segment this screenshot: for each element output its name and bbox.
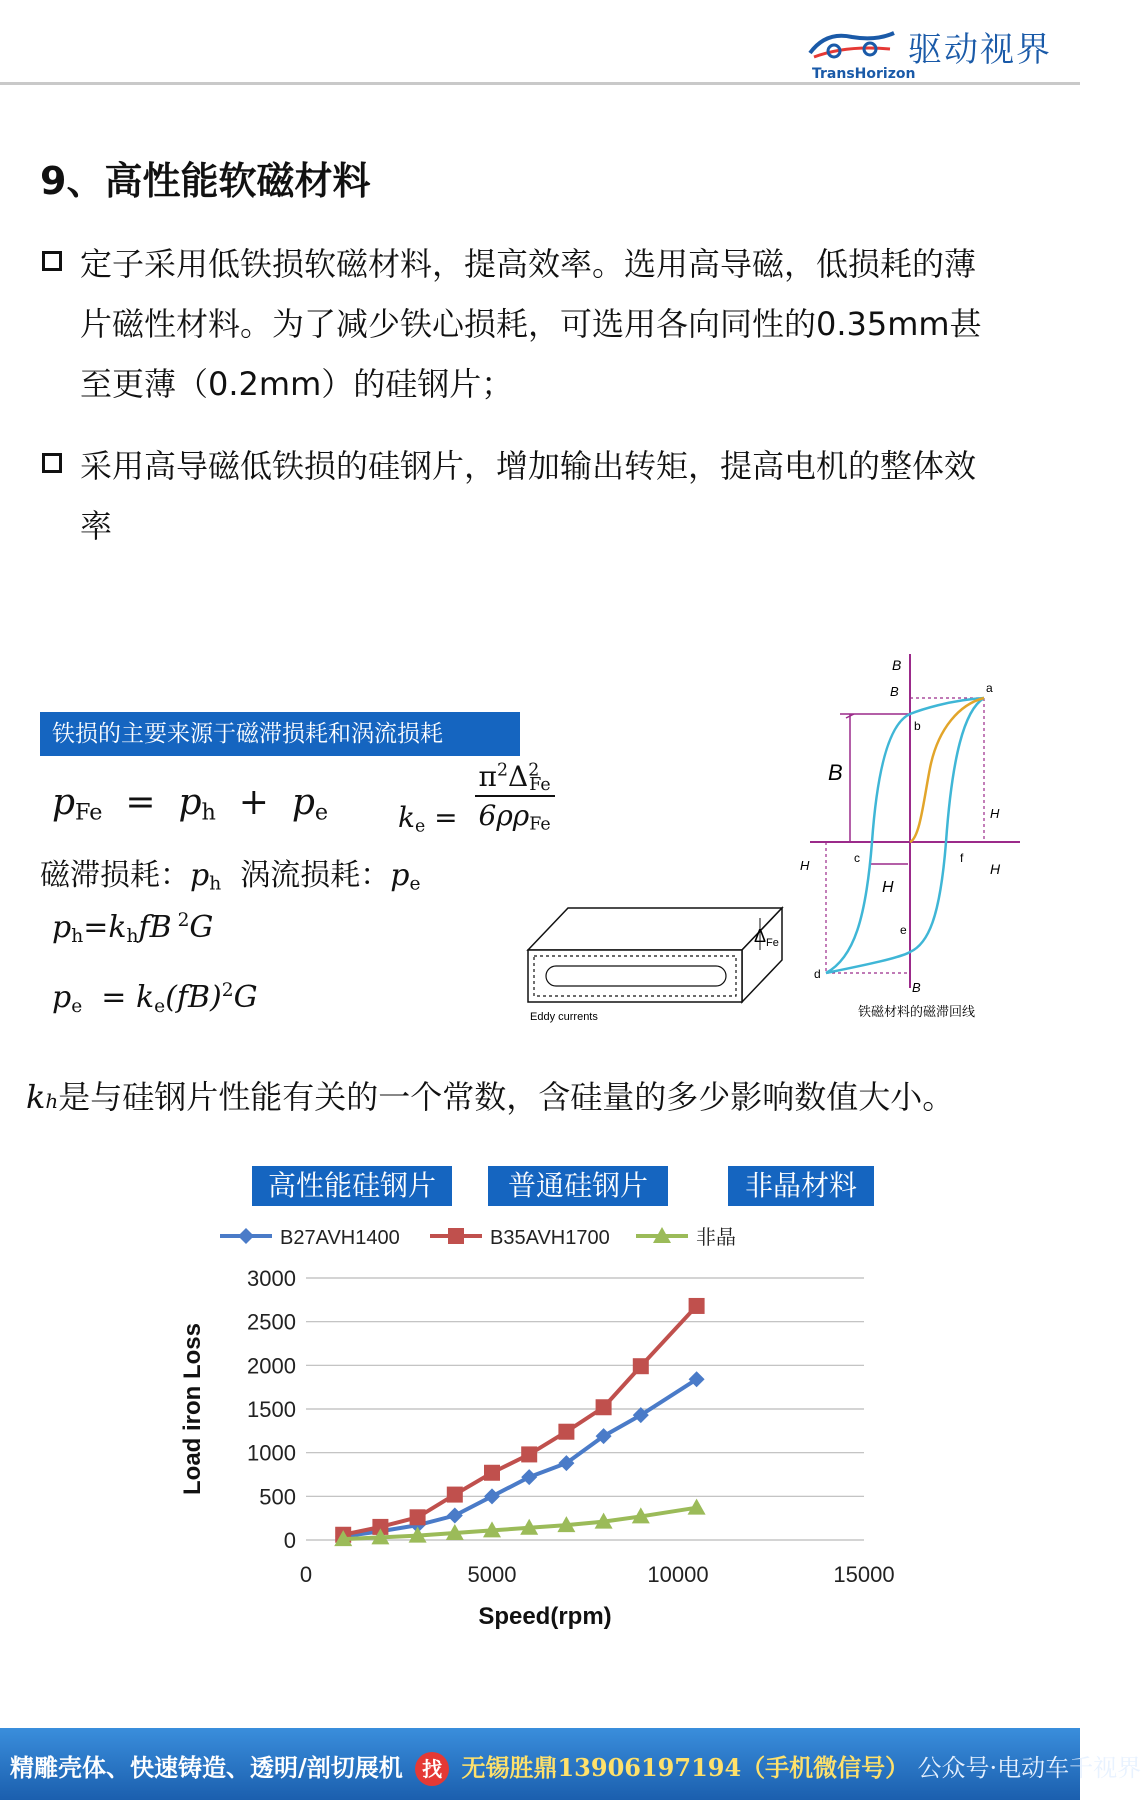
page-title: 9、高性能软磁材料 <box>40 159 371 203</box>
y-tick-label: 1500 <box>247 1397 296 1422</box>
data-point <box>521 1446 537 1462</box>
iron-loss-banner: 铁损的主要来源于磁滞损耗和涡流损耗 <box>40 712 520 756</box>
bullet-line: 片磁性材料。为了减少铁心损耗，可选用各向同性的0.35mm甚 <box>80 305 982 343</box>
point-e-label: e <box>900 923 907 937</box>
bullet-line: 至更薄（0.2mm）的硅钢片； <box>80 365 514 403</box>
data-point <box>447 1487 463 1503</box>
hysteresis-formula: $p_h=k_hfB$ $^2$G <box>52 910 214 947</box>
car-swirl-icon <box>806 27 898 67</box>
data-point <box>410 1509 426 1525</box>
legend-label: 非晶 <box>696 1227 736 1249</box>
square-bullet-icon <box>42 453 62 473</box>
x-tick-label: 15000 <box>833 1562 895 1587</box>
y-tick-label: 2000 <box>247 1353 296 1379</box>
logo-subtitle: TransHorizon <box>812 66 916 82</box>
neg-hm-label: H <box>800 858 810 873</box>
axis-b-label: B <box>892 657 902 673</box>
kh-text: 是与硅钢片性能有关的一个常数，含硅量的多少影响数值大小。 <box>58 1078 955 1116</box>
point-a-label: a <box>986 681 993 695</box>
y-axis-label: Load iron Loss <box>179 1322 206 1496</box>
logo-wordmark: 驱动视界 <box>908 30 1052 70</box>
data-point <box>596 1399 612 1415</box>
hysteresis-loop-diagram <box>800 648 1030 1028</box>
point-b-label: b <box>914 719 921 733</box>
data-point <box>484 1465 500 1481</box>
axis-h-label: H <box>990 861 1001 877</box>
thickness-label: $\Delta_{Fe}$ <box>754 926 779 949</box>
hysteresis-loss-label: 磁滞损耗： <box>40 858 190 893</box>
point-c-label: c <box>854 851 860 865</box>
x-tick-label: 10000 <box>647 1562 709 1587</box>
data-point <box>558 1424 574 1440</box>
footer-contact: 无锡胜鼎13906197194（手机微信号） <box>461 1753 910 1782</box>
y-tick-label: 500 <box>259 1484 296 1510</box>
kh-symbol: k <box>26 1078 46 1116</box>
eddy-formula: $p_e = k_e(fB)^2G$ <box>52 980 258 1017</box>
legend-label: B27AVH1400 <box>280 1227 400 1249</box>
legend-marker <box>448 1228 464 1244</box>
br-label: B <box>828 760 843 785</box>
hysteresis-caption: 铁磁材料的磁滞回线 <box>858 1004 976 1019</box>
hm-label: H <box>990 806 1000 821</box>
bullet-item <box>42 436 1042 556</box>
hc-label: H <box>882 879 894 896</box>
kh-description <box>26 1072 954 1118</box>
chart-header-amorphous: 非晶材料 <box>728 1166 874 1206</box>
footer-watermark: 公众号·电动车千视界 <box>917 1754 1141 1782</box>
y-tick-label: 1000 <box>247 1440 296 1466</box>
point-f-label: f <box>960 851 964 865</box>
footer-services: 精雕壳体、快速铸造、透明/剖切展机 <box>10 1753 403 1782</box>
bullet-line: 率 <box>80 507 113 545</box>
y-tick-label: 0 <box>283 1528 296 1553</box>
point-d-label: d <box>814 967 821 981</box>
legend-label: B35AVH1700 <box>490 1227 610 1249</box>
legend-marker <box>238 1228 254 1244</box>
bullet-line: 采用高导磁低铁损的硅钢片，增加输出转矩，提高电机的整体效 <box>80 447 977 485</box>
loss-type-labels: 磁滞损耗：$p_h$ 涡流损耗：$p_e$ <box>40 858 421 895</box>
eddy-loss-label: 涡流损耗： <box>240 858 391 893</box>
data-point <box>689 1298 705 1314</box>
data-point <box>633 1358 649 1374</box>
x-axis-label: Speed(rpm) <box>478 1603 612 1630</box>
square-bullet-icon <box>42 251 62 271</box>
neg-bm-label: B <box>912 980 921 995</box>
y-tick-label: 3000 <box>247 1266 296 1291</box>
eddy-coefficient-formula: $k_e$ = $\pi^2\Delta^2_{Fe}$ $6\rho\rho_{Fe}$ <box>398 760 555 835</box>
header-divider <box>0 82 1080 85</box>
find-badge: 找 <box>415 1752 449 1786</box>
x-tick-label: 0 <box>299 1562 313 1587</box>
lamination-diagram <box>520 900 790 1030</box>
iron-loss-formula: $p_{Fe} = p_h + p_e$ <box>52 782 329 826</box>
bm-label: B <box>890 684 899 699</box>
data-point <box>521 1469 537 1485</box>
data-point <box>484 1488 500 1504</box>
brand-logo <box>806 22 1052 82</box>
data-point <box>447 1508 463 1524</box>
bullet-line: 定子采用低铁损软磁材料，提高效率。选用高导磁，低损耗的薄 <box>80 245 977 283</box>
chart-header-high-performance: 高性能硅钢片 <box>252 1166 452 1206</box>
eddy-currents-label: Eddy currents <box>530 1011 598 1023</box>
chart-header-ordinary: 普通硅钢片 <box>488 1166 668 1206</box>
bullet-item <box>42 234 1042 414</box>
footer-text <box>10 1748 1141 1786</box>
iron-loss-chart <box>160 1214 920 1634</box>
y-tick-label: 2500 <box>247 1309 296 1335</box>
series-line <box>343 1306 696 1535</box>
footer-bar <box>0 1728 1141 1800</box>
x-tick-label: 5000 <box>467 1562 517 1587</box>
kh-subscript: h <box>45 1089 59 1113</box>
